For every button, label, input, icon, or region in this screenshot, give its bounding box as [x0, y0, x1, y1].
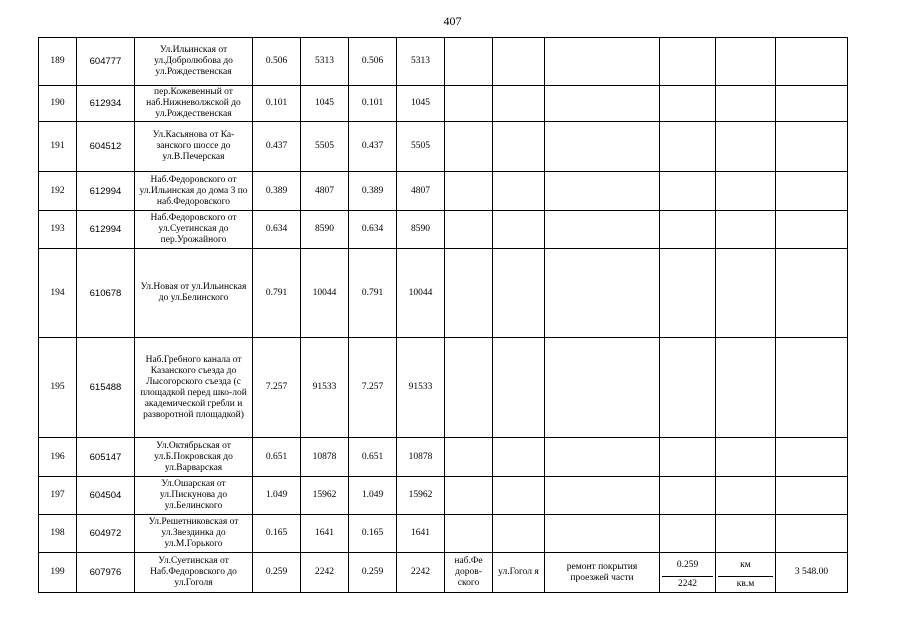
- area-repair: 5313: [397, 38, 445, 86]
- empty-cell: [545, 211, 660, 249]
- area-total: 10044: [301, 249, 349, 338]
- area-total: 15962: [301, 477, 349, 515]
- area-repair: 4807: [397, 172, 445, 211]
- empty-cell: [493, 249, 545, 338]
- length-total: 0.389: [253, 172, 301, 211]
- empty-cell: [660, 86, 716, 122]
- table-row: [39, 553, 848, 593]
- area-repair: 10878: [397, 438, 445, 477]
- unit-length: км: [718, 554, 773, 577]
- area-total: 91533: [301, 338, 349, 438]
- empty-cell: [660, 477, 716, 515]
- row-number: 194: [39, 249, 77, 338]
- row-number: 189: [39, 38, 77, 86]
- length-repair: 0.259: [349, 553, 397, 593]
- empty-cell: [493, 338, 545, 438]
- row-number: 196: [39, 438, 77, 477]
- area-total: 8590: [301, 211, 349, 249]
- empty-cell: [776, 477, 848, 515]
- row-number: 195: [39, 338, 77, 438]
- empty-cell: [776, 338, 848, 438]
- road-code: 604972: [77, 515, 135, 553]
- road-code: 604512: [77, 122, 135, 172]
- empty-cell: [660, 122, 716, 172]
- length-repair: 0.651: [349, 438, 397, 477]
- road-code: 610678: [77, 249, 135, 338]
- area-repair: 5505: [397, 122, 445, 172]
- length-repair: 1.049: [349, 477, 397, 515]
- length-repair: 0.437: [349, 122, 397, 172]
- empty-cell: [545, 477, 660, 515]
- empty-cell: [660, 38, 716, 86]
- road-name: Ул.Решетниковская от ул.Звездинка до ул.М.Горького: [135, 515, 253, 553]
- area-total: 1641: [301, 515, 349, 553]
- length-total: 0.259: [253, 553, 301, 593]
- empty-cell: [660, 172, 716, 211]
- road-name: Ул.Октябрьская от ул.Б.Покровская до ул.Варварская: [135, 438, 253, 477]
- empty-cell: [445, 86, 493, 122]
- road-name: Ул.Ошарская от ул.Пискунова до ул.Белинского: [135, 477, 253, 515]
- area-total: 1045: [301, 86, 349, 122]
- empty-cell: [716, 211, 776, 249]
- table-row: [39, 86, 848, 122]
- road-name: Ул.Новая от ул.Ильинская до ул.Белинского: [135, 249, 253, 338]
- length-total: 7.257: [253, 338, 301, 438]
- table-row: [39, 338, 848, 438]
- empty-cell: [545, 86, 660, 122]
- table-row: [39, 249, 848, 338]
- work-type: ремонт покрытия проезжей части: [545, 553, 660, 593]
- empty-cell: [493, 211, 545, 249]
- empty-cell: [445, 122, 493, 172]
- area-repair: 10044: [397, 249, 445, 338]
- road-repair-table: [38, 37, 848, 593]
- empty-cell: [776, 38, 848, 86]
- empty-cell: [493, 172, 545, 211]
- section-to: ул.Гогол я: [493, 553, 545, 593]
- table-row: [39, 515, 848, 553]
- row-number: 191: [39, 122, 77, 172]
- empty-cell: [445, 338, 493, 438]
- road-code: 612994: [77, 172, 135, 211]
- empty-cell: [545, 122, 660, 172]
- row-number: 192: [39, 172, 77, 211]
- empty-cell: [716, 515, 776, 553]
- row-number: 199: [39, 553, 77, 593]
- area-repair: 1045: [397, 86, 445, 122]
- empty-cell: [545, 438, 660, 477]
- length-total: 0.437: [253, 122, 301, 172]
- length-total: 0.101: [253, 86, 301, 122]
- empty-cell: [716, 249, 776, 338]
- area-total: 5505: [301, 122, 349, 172]
- length-repair: 0.506: [349, 38, 397, 86]
- empty-cell: [545, 338, 660, 438]
- empty-cell: [493, 477, 545, 515]
- empty-cell: [445, 211, 493, 249]
- road-code: 615488: [77, 338, 135, 438]
- empty-cell: [493, 122, 545, 172]
- table-row: [39, 122, 848, 172]
- length-repair: 0.791: [349, 249, 397, 338]
- empty-cell: [493, 86, 545, 122]
- length-total: 0.651: [253, 438, 301, 477]
- length-total: 0.165: [253, 515, 301, 553]
- empty-cell: [445, 477, 493, 515]
- quantity-length: 0.259: [662, 554, 713, 577]
- section-from: наб.Фе доров-ского: [445, 553, 493, 593]
- empty-cell: [776, 211, 848, 249]
- length-repair: 0.165: [349, 515, 397, 553]
- table-row: [39, 438, 848, 477]
- road-name: Ул.Суетинская от Наб.Федоровского до ул.Гоголя: [135, 553, 253, 593]
- empty-cell: [776, 122, 848, 172]
- length-total: 0.634: [253, 211, 301, 249]
- unit-cell: [716, 553, 776, 593]
- table-body: [39, 38, 848, 593]
- row-number: 198: [39, 515, 77, 553]
- area-repair: 91533: [397, 338, 445, 438]
- area-repair: 15962: [397, 477, 445, 515]
- empty-cell: [660, 249, 716, 338]
- area-total: 2242: [301, 553, 349, 593]
- empty-cell: [445, 172, 493, 211]
- empty-cell: [776, 172, 848, 211]
- length-repair: 7.257: [349, 338, 397, 438]
- empty-cell: [776, 86, 848, 122]
- table-row: [39, 211, 848, 249]
- empty-cell: [776, 438, 848, 477]
- table-row: [39, 477, 848, 515]
- row-number: 193: [39, 211, 77, 249]
- empty-cell: [445, 515, 493, 553]
- length-total: 1.049: [253, 477, 301, 515]
- length-total: 0.791: [253, 249, 301, 338]
- empty-cell: [493, 38, 545, 86]
- empty-cell: [493, 515, 545, 553]
- empty-cell: [660, 515, 716, 553]
- row-number: 197: [39, 477, 77, 515]
- cost: 3 548.00: [776, 553, 848, 593]
- empty-cell: [716, 86, 776, 122]
- empty-cell: [716, 122, 776, 172]
- empty-cell: [545, 515, 660, 553]
- quantity-area: 2242: [678, 579, 697, 589]
- road-code: 612994: [77, 211, 135, 249]
- empty-cell: [716, 438, 776, 477]
- page-number: 407: [443, 14, 462, 28]
- empty-cell: [660, 338, 716, 438]
- empty-cell: [716, 172, 776, 211]
- area-total: 10878: [301, 438, 349, 477]
- empty-cell: [716, 38, 776, 86]
- empty-cell: [545, 249, 660, 338]
- empty-cell: [776, 249, 848, 338]
- empty-cell: [776, 515, 848, 553]
- length-repair: 0.389: [349, 172, 397, 211]
- length-repair: 0.634: [349, 211, 397, 249]
- unit-area: кв.м: [736, 579, 755, 589]
- table-row: [39, 38, 848, 86]
- area-repair: 8590: [397, 211, 445, 249]
- length-repair: 0.101: [349, 86, 397, 122]
- road-name: Ул.Касьянова от Ка-занского шоссе до ул.В.Печерская: [135, 122, 253, 172]
- empty-cell: [716, 338, 776, 438]
- quantity-cell: [660, 553, 716, 593]
- length-total: 0.506: [253, 38, 301, 86]
- area-repair: 1641: [397, 515, 445, 553]
- table-row: [39, 172, 848, 211]
- road-name: Ул.Ильинская от ул.Добролюбова до ул.Рождественская: [135, 38, 253, 86]
- road-code: 607976: [77, 553, 135, 593]
- road-name: Наб.Федоровского от ул.Ильинская до дома 3 по наб.Федоровского: [135, 172, 253, 211]
- road-code: 605147: [77, 438, 135, 477]
- road-code: 612934: [77, 86, 135, 122]
- row-number: 190: [39, 86, 77, 122]
- road-name: пер.Кожевенный от наб.Нижневолжской до ул.Рождественская: [135, 86, 253, 122]
- road-code: 604504: [77, 477, 135, 515]
- empty-cell: [545, 38, 660, 86]
- empty-cell: [660, 211, 716, 249]
- empty-cell: [445, 438, 493, 477]
- area-total: 4807: [301, 172, 349, 211]
- empty-cell: [493, 438, 545, 477]
- area-total: 5313: [301, 38, 349, 86]
- road-code: 604777: [77, 38, 135, 86]
- empty-cell: [716, 477, 776, 515]
- road-name: Наб.Гребного канала от Казанского съезда до Лысогорского съезда (с площадкой перед шко-лой академической гребли и разворотной площадкой): [135, 338, 253, 438]
- empty-cell: [660, 438, 716, 477]
- empty-cell: [545, 172, 660, 211]
- road-name: Наб.Федоровского от ул.Суетинская до пер.Урожайного: [135, 211, 253, 249]
- empty-cell: [445, 38, 493, 86]
- area-repair: 2242: [397, 553, 445, 593]
- empty-cell: [445, 249, 493, 338]
